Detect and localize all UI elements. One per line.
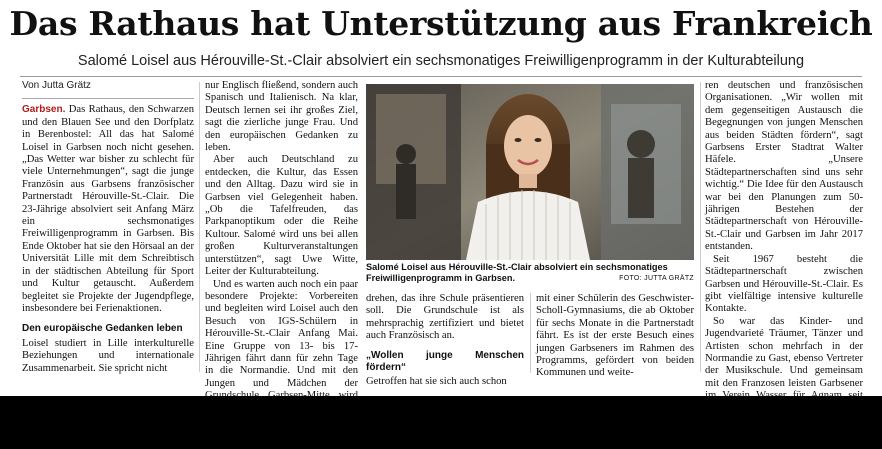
column-5	[705, 80, 863, 389]
column-divider	[530, 293, 531, 373]
paragraph: Getroffen hat sie sich auch schon	[366, 376, 507, 388]
paragraph	[22, 104, 194, 315]
paragraph: ren deutschen und französischen Organisationen. „Wir wollen mit dem gegenseitigen Austausch die Begegnungen von jungen Menschen aus beiden Städten fördern“, sagt Garbsens Erster Stadtrat Walter Häfele. „Unsere Städtepartnerschaften sind uns sehr wichtig.“ Die Idee für den Austausch war bei den Planungen zum 50-jährigen Bestehen der Städtepartnerschaft von Hérouville-St.-Clair und Garbsen im Jahr 2017 entstanden.	[705, 80, 863, 253]
caption-text: Salomé Loisel aus Hérouville-St.-Clair absolviert ein sechsmonatiges Freiwilligenprogramm in Garbsen.	[366, 262, 668, 283]
paragraph: drehen, das ihre Schule präsentieren soll. Die Grundschule ist als mehrsprachig zertifiziert und bietet auch Französisch an.	[366, 293, 524, 342]
header-rule	[20, 76, 862, 77]
portrait-photo-illustration	[366, 84, 694, 260]
section-subheading: „Wollen junge Menschen fördern“	[366, 349, 524, 374]
photo-credit: FOTO: JUTTA GRÄTZ	[619, 275, 694, 282]
bottom-black-bar	[0, 396, 882, 449]
paragraph: Seit 1967 besteht die Städtepartnerschaft zwischen Garbsen und Hérouville-St.-Clair. Es gibt vielfältige intensive kulturelle Kontakte.	[705, 253, 863, 315]
article-photo	[366, 84, 694, 260]
column-divider	[700, 82, 701, 372]
paragraph: nur Englisch fließend, sondern auch Spanisch und Italienisch. Na klar, Deutsch lernen sei ihr großes Ziel, sagt die zierliche junge Frau. Und den europäischen Gedanken zu leben.	[205, 80, 358, 154]
paragraph: Aber auch Deutschland zu entdecken, die Kultur, das Essen und den Alltag. Dazu wird sie in Garbsen viel Gelegenheit haben. „Ob die Tafelfreuden, das Parkpanoptikum oder die Reihe Kultour. Salomé wird uns bei allen großen Kulturveranstaltungen unterstützen“, sagt Uwe Witte, Leiter der Kulturabteilung.	[205, 154, 358, 278]
photo-caption	[366, 262, 694, 284]
dateline-place: Garbsen.	[22, 104, 66, 116]
column-1	[22, 80, 194, 392]
headline: Das Rathaus hat Unterstützung aus Frankreich	[9, 4, 873, 43]
byline-rule	[22, 98, 194, 99]
column-3	[366, 293, 524, 388]
column-divider	[199, 82, 200, 372]
subheadline: Salomé Loisel aus Hérouville-St.-Clair absolviert ein sechsmonatiges Freiwilligenprogramm in der Kulturabteilung	[77, 53, 805, 69]
byline: Von Jutta Grätz	[22, 80, 91, 91]
column-2	[205, 80, 358, 389]
paragraph: Und es warten auch noch ein paar besondere Projekte: Vorbereiten und begleiten wird Loisel auch den Besuch von IGS-Schülern in Hérouville-St.-Clair Anfang Mai. Eine Gruppe von 13- bis 17-Jährigen fährt dann für zehn Tage in die Normandie. Und mit den Jungen und Mädchen der	[205, 278, 358, 389]
paragraph: mit einer Schülerin des Geschwister-Scholl-Gymnasiums, die ab Oktober für sechs Monate in die Partnerstadt fährt. Es ist der erste Besuch eines jungen Garbseners im Rahmen des Programms, gefördert von beiden Kommunen und weite-	[536, 293, 694, 379]
paragraph: So war das Kinder- und Jugendvarieté Träumer, Tänzer und Artisten schon mehrfach in der Normandie zu Gast, ebenso Vertreter der Musikschule. Und gemeinsam mit den Franzosen leisten Garbsener	[705, 315, 863, 389]
paragraph-text: Das Rathaus, den Schwarzen und den Blauen See und den Dorfplatz in Berenbostel: All das hat Salomé Loisel in Garbsen noch nicht gesehen. „Das Wetter war bisher zu schlecht für viele Unternehmungen“, sagt die junge Französin aus Garbsens französischer Partnerstadt Hérouville-St.-Clair. Die 23-Jährige absolviert seit Anfang März ein sechsmonatiges Freiwilligenprogramm in Garbsen. Bis Ende Oktober hat sie den Hörsaal an der Universität Lille mit dem Schreibtisch in der städtischen Abteilung für Sport und Kultur getauscht. Außerdem begleitet sie Projekte der Jugendpflege, insbesondere bei Ferienaktionen.	[22, 104, 194, 314]
paragraph: Loisel studiert in Lille interkulturelle Beziehungen und internationale Zusammenarbeit. Sie spricht nicht	[22, 337, 194, 374]
column-4	[536, 293, 694, 379]
section-subheading: Den europäische Gedanken leben	[22, 323, 183, 335]
